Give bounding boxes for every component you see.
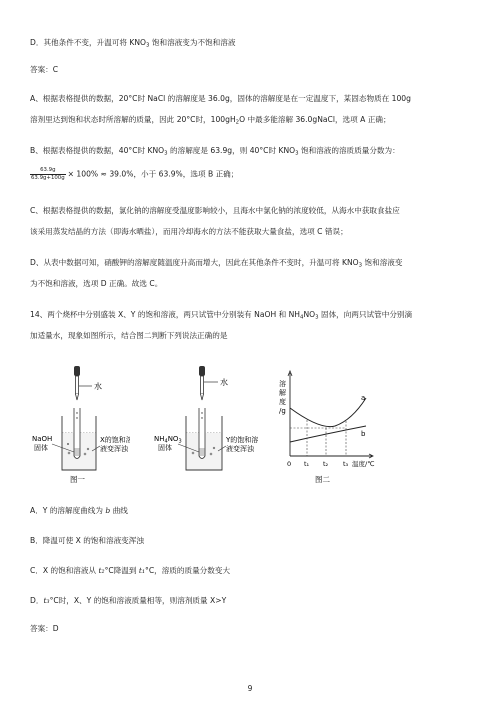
question-14-line1: 14、两个烧杯中分别盛装 X、Y 的饱和溶液，两只试管中分别装有 NaOH 和 $NH_4NO_3$ 固体，向两只试管中分别滴	[30, 310, 413, 321]
analysis-d-line2: 为不饱和溶液，选项 D 正确。故选 C。	[30, 279, 163, 288]
figure-1-right	[152, 358, 262, 488]
fraction: $\frac{63.9g}{63.9g+100g}$	[31, 167, 65, 181]
curve-a-label: a	[361, 394, 366, 402]
option-c: C．X 的饱和溶液从 t₂°C降温到 t₁°C，溶质的质量分数变大	[30, 566, 231, 575]
analysis-a-line1: A、根据表格提供的数据，20°C时 NaCl 的溶解度是 36.0g，固体的溶解度是在一定温度下，某固态物质在 100g	[30, 94, 411, 103]
naoh-solid-label: 固体	[34, 444, 48, 452]
analysis-c-line2: 该采用蒸发结晶的方法（即海水晒盐），而用冷却海水的方法不能获取大量食盐，选项 C 错误；	[30, 227, 348, 236]
option-a: A．Y 的溶解度曲线为 b 曲线	[30, 506, 128, 515]
analysis-c-line1: C、根据表格提供的数据，氯化钠的溶解度受温度影响较小，且海水中氯化钠的浓度较低，从海水中获取食盐应	[30, 206, 400, 215]
x-turbid-label: 液变浑浊	[100, 445, 128, 453]
dropper-icon	[74, 366, 80, 400]
option-b: B．降温可使 X 的饱和溶液变浑浊	[30, 536, 144, 545]
y-axis-label-3: 度	[279, 398, 286, 406]
y-solution-label: Y的饱和溶	[226, 436, 259, 444]
tick-t2: t₂	[323, 460, 329, 468]
curve-a	[290, 398, 366, 427]
option-d: D．t₃°C时，X、Y 的饱和溶液质量相等，则溶剂质量 X>Y	[30, 596, 227, 605]
option-d-previous: D．其他条件不变，升温可将 $KNO_3$ 饱和溶液变为不饱和溶液	[30, 38, 236, 49]
solubility-graph	[270, 358, 380, 488]
naoh-label: NaOH	[32, 435, 53, 443]
page-number: 9	[247, 684, 253, 693]
analysis-a-line2: 溶剂里达到饱和状态时所溶解的质量，因此 20°C时，$100gH_2O$ 中最多能溶解 36.0gNaCl，选项 A 正确；	[30, 115, 391, 126]
test-tube-icon	[199, 408, 205, 459]
analysis-b-line1: B、根据表格提供的数据，40°C时 $KNO_3$ 的溶解度是 63.9g，则 40°C时 $KNO_3$ 饱和溶液的溶质质量分数为：	[30, 146, 400, 157]
figure-2-caption: 图二	[315, 475, 330, 484]
setup-nh4no3-illustration	[152, 358, 262, 488]
water-label: 水	[220, 378, 228, 387]
figure-2-solubility-chart	[270, 358, 380, 488]
tick-t3: t₃	[343, 460, 349, 468]
figure-1-left	[30, 358, 130, 488]
tick-t1: t₁	[304, 460, 310, 468]
nh4no3-label: $NH_4NO_3$	[154, 435, 182, 445]
curve-b-label: b	[361, 430, 366, 438]
analysis-b-line2: $\frac{63.9g}{63.9g+100g}$ × 100% ≈ 39.0%，小于 63.9%，选项 B 正确；	[31, 167, 239, 181]
curve-b	[290, 426, 366, 442]
figure-1-caption: 图一	[70, 475, 85, 484]
y-axis-label-1: 溶	[279, 380, 286, 388]
y-turbid-label: 液变浑浊	[226, 445, 254, 453]
question-14-line2: 加适量水，现象如图所示，结合图二判断下列说法正确的是	[30, 331, 228, 340]
test-tube-icon	[74, 408, 80, 459]
answer: 答案：D	[30, 624, 59, 633]
y-axis-label-2: 解	[279, 389, 286, 397]
y-axis-label-4: /g	[279, 407, 286, 415]
analysis-d-line1: D、从表中数据可知，硝酸钾的溶解度随温度升高而增大，因此在其他条件不变时，升温可将 $KNO_3$ 饱和溶液变	[30, 258, 403, 269]
x-solution-label: X的饱和溶	[100, 436, 130, 444]
setup-naoh-illustration	[30, 358, 130, 488]
dropper-icon	[199, 366, 205, 400]
origin-label: 0	[287, 460, 292, 468]
answer-previous: 答案：C	[30, 65, 59, 74]
nh4no3-solid-label: 固体	[158, 444, 172, 452]
water-label: 水	[94, 382, 102, 391]
x-axis-label: 温度/℃	[352, 460, 375, 468]
